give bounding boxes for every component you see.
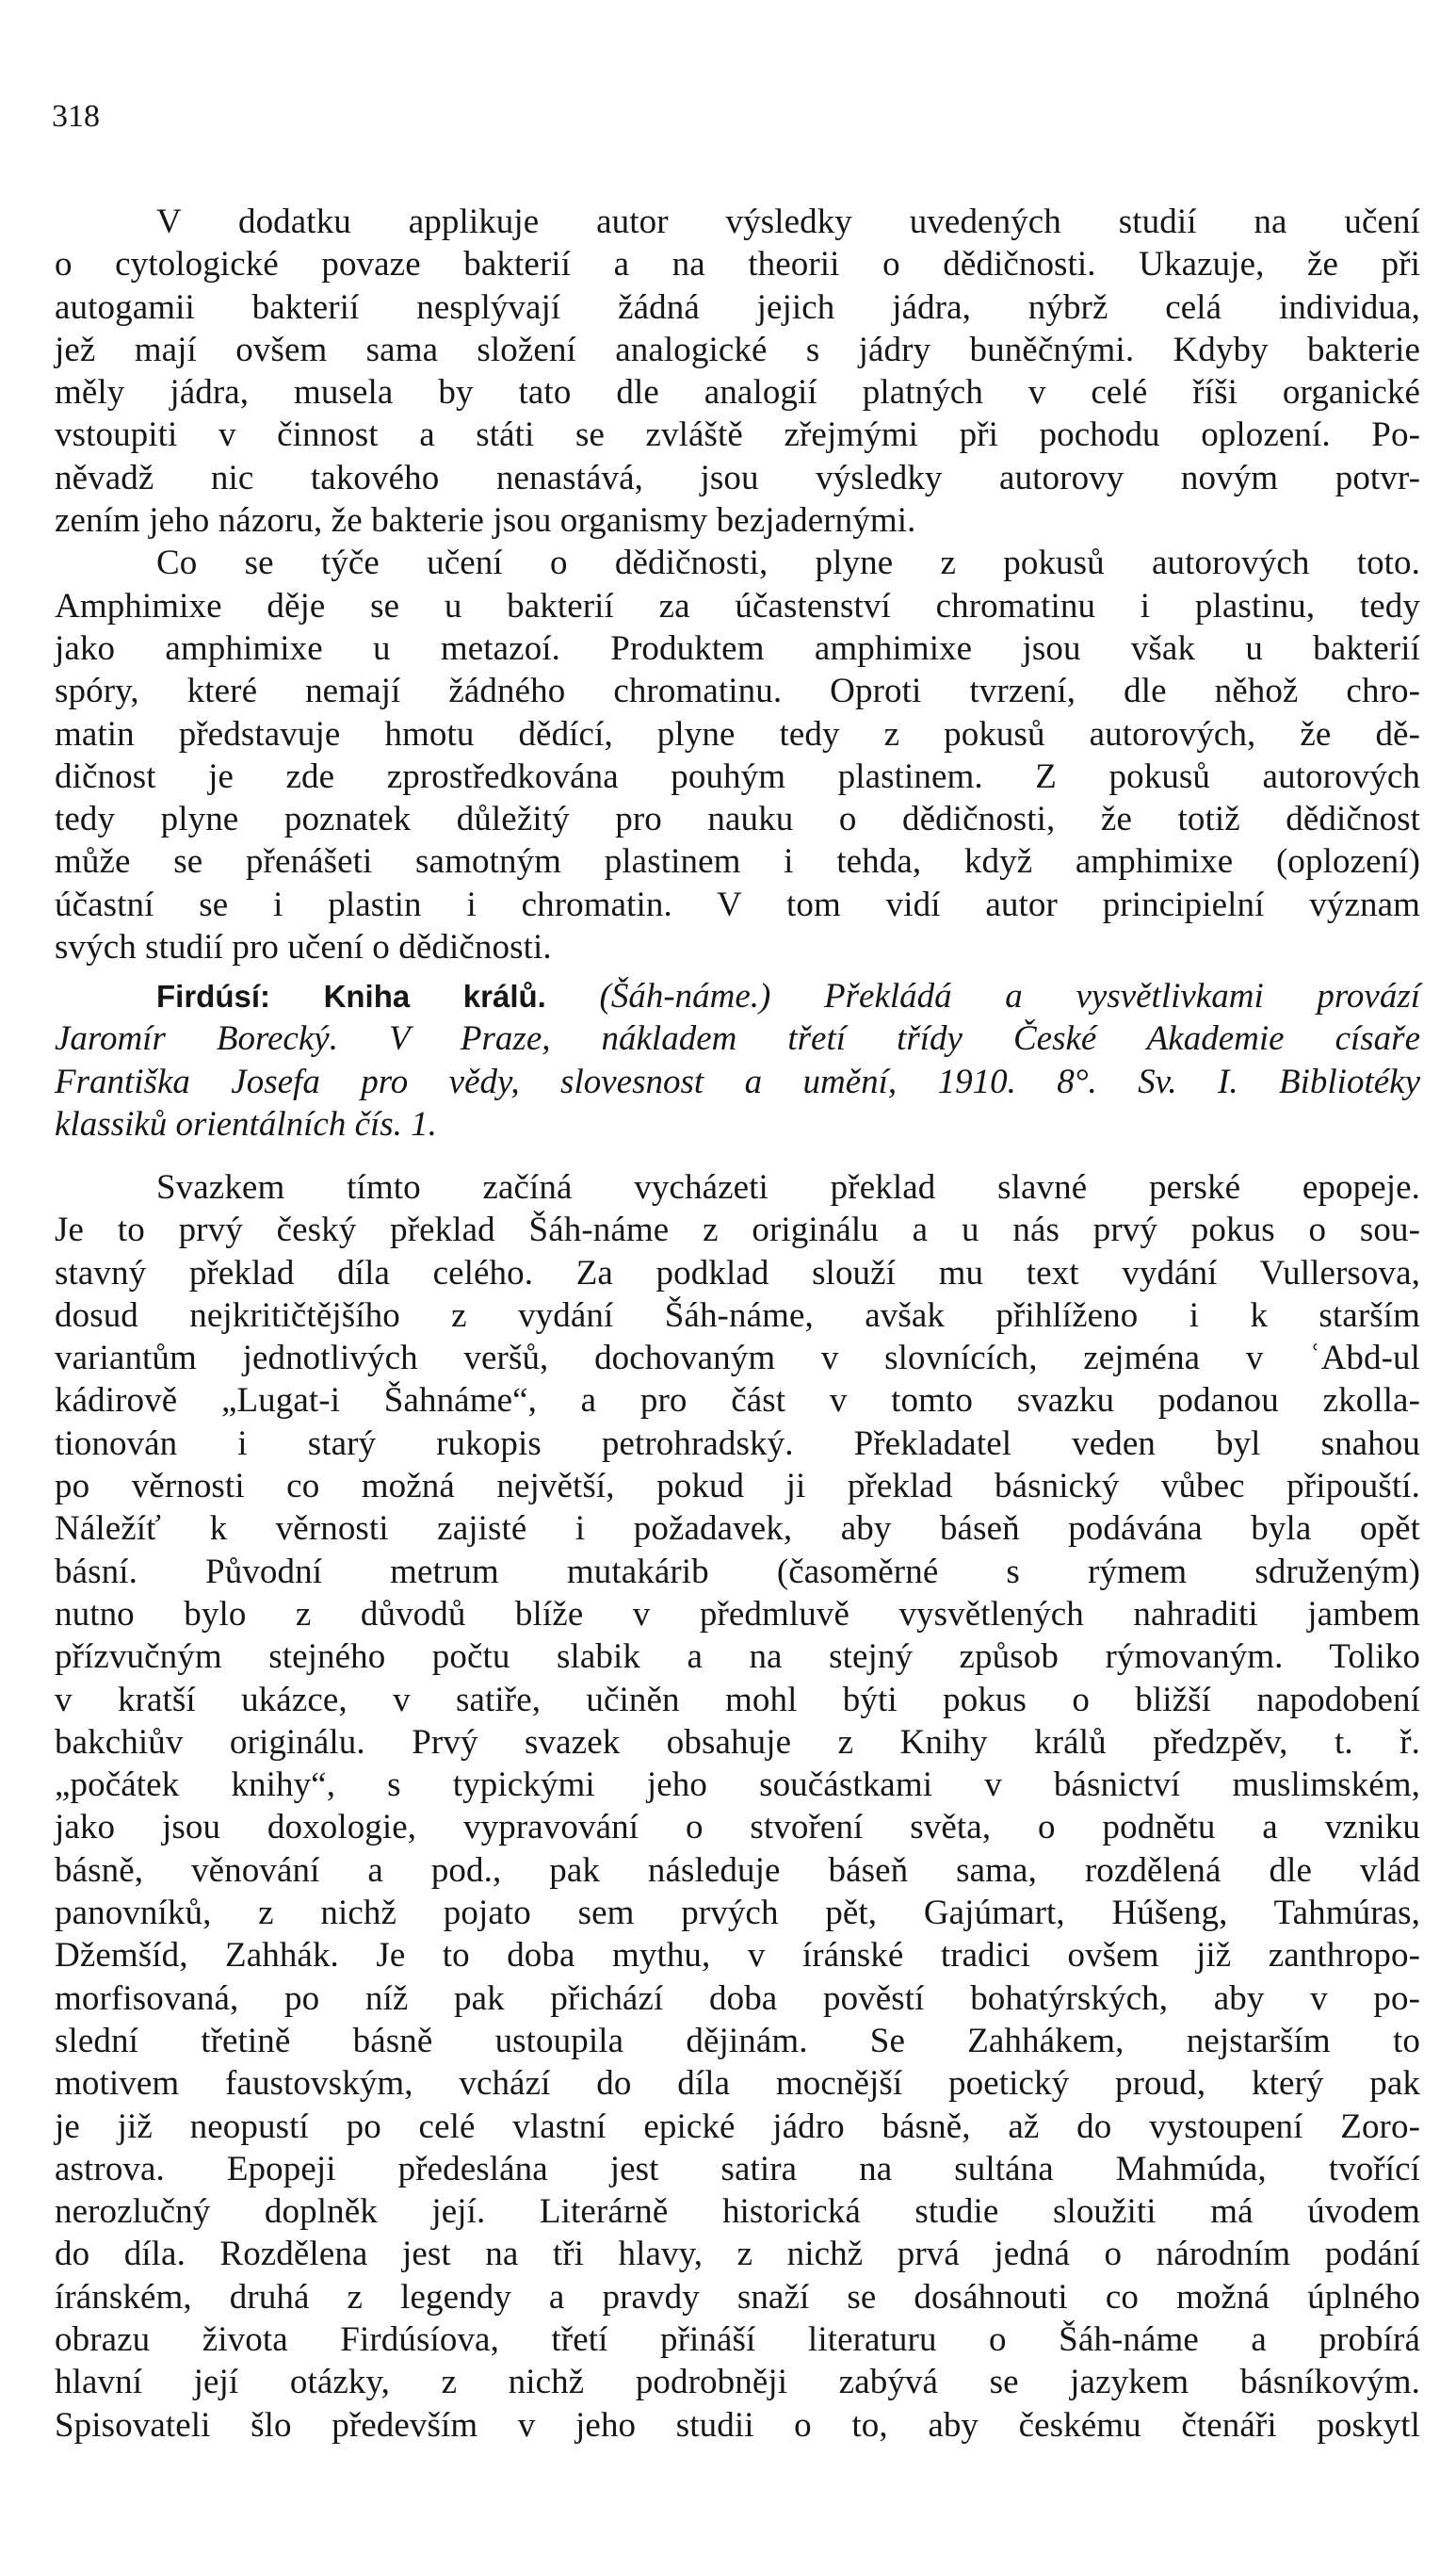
- text-line: po věrnosti co možná největší, pokud ji překlad básnický vůbec připouští.: [55, 1467, 1420, 1506]
- text-line: V dodatku applikuje autor výsledky uvedených studií na učení: [156, 203, 1420, 241]
- text-line: je již neopustí po celé vlastní epické jádro básně, až do vystoupení Zoro-: [55, 2106, 1420, 2146]
- text-line: morfisovaná, po níž pak přichází doba pověstí bohatýrských, aby v po-: [55, 1978, 1420, 2018]
- text-line: astrova. Epopeji předeslána jest satira na sultána Mahmúda, tvořící: [55, 2149, 1420, 2188]
- text-line: svých studií pro učení o dědičnosti.: [55, 928, 552, 968]
- body-text-top: [55, 201, 1420, 968]
- text-line: jež mají ovšem sama složení analogické s jádry buněčnými. Kdyby bakterie: [55, 330, 1420, 369]
- text-line: jako amphimixe u metazoí. Produktem amphimixe jsou však u bakterií: [55, 628, 1420, 668]
- text-line: v kratší ukázce, v satiře, učiněn mohl býti pokus o bližší napodobení: [55, 1680, 1420, 1719]
- text-line: hlavní její otázky, z nichž podrobněji zabývá se jazykem básníkovým.: [55, 2363, 1420, 2402]
- review-heading-text: (Šáh-náme.) Překládá a vysvětlivkami provází: [545, 977, 1420, 1016]
- text-line: variantům jednotlivých veršů, dochovaným v slovnících, zejména v ʿAbd-ul: [55, 1339, 1420, 1378]
- text-line: nutno bylo z důvodů blíže v předmluvě vysvětlených nahraditi jambem: [55, 1594, 1420, 1634]
- text-line: spóry, které nemají žádného chromatinu. Oproti tvrzení, dle něhož chro-: [55, 672, 1420, 711]
- text-line: Je to prvý český překlad Šáh-náme z originálu a u nás prvý pokus o sou-: [55, 1211, 1420, 1250]
- text-line: nerozlučný doplněk její. Literárně historická studie sloužiti má úvodem: [55, 2192, 1420, 2232]
- review-heading-line: [55, 975, 1420, 1017]
- text-line: Spisovateli šlo především v jeho studii o to, aby českému čtenáři poskytl: [55, 2405, 1420, 2445]
- text-line: Co se týče učení o dědičnosti, plyne z pokusů autorových toto.: [156, 544, 1420, 583]
- text-line: matin představuje hmotu dědící, plyne tedy z pokusů autorových, že dě-: [55, 714, 1420, 754]
- page-number: 318: [52, 99, 100, 134]
- text-line: přízvučným stejného počtu slabik a na stejný způsob rýmovaným. Toliko: [55, 1637, 1420, 1677]
- text-line: básní. Původní metrum mutakárib (časoměrné s rýmem sdruženým): [55, 1552, 1420, 1591]
- text-line: jako jsou doxologie, vypravování o stvoření světa, o podnětu a vzniku: [55, 1808, 1420, 1847]
- text-line: zením jeho názoru, že bakterie jsou organismy bezjadernými.: [55, 501, 916, 541]
- text-line: obrazu života Firdúsíova, třetí přináší literaturu o Šáh-náme a probírá: [55, 2320, 1420, 2360]
- review-heading: [55, 975, 1420, 1146]
- text-line: dosud nejkritičtějšího z vydání Šáh-náme, avšak přihlíženo i k starším: [55, 1295, 1420, 1335]
- text-line: něvadž nic takového nenastává, jsou výsledky autorovy novým potvr-: [55, 458, 1420, 497]
- text-line: Amphimixe děje se u bakterií za účastenství chromatinu i plastinu, tedy: [55, 586, 1420, 626]
- review-heading-line: Jaromír Borecký. V Praze, nákladem třetí třídy České Akademie císaře: [55, 1019, 1420, 1059]
- text-line: vstoupiti v činnost a státi se zvláště zřejmými při pochodu oplození. Po-: [55, 415, 1420, 455]
- review-heading-line: Františka Josefa pro vědy, slovesnost a umění, 1910. 8°. Sv. I. Bibliotéky: [55, 1062, 1420, 1101]
- text-line: Svazkem tímto začíná vycházeti překlad slavné perské epopeje.: [156, 1168, 1420, 1207]
- text-line: kádirově „Lugat-i Šahnáme“, a pro část v tomto svazku podanou zkolla-: [55, 1381, 1420, 1421]
- review-body: [55, 1166, 1420, 2447]
- text-line: autogamii bakterií nesplývají žádná jejich jádra, nýbrž celá individua,: [55, 287, 1420, 327]
- text-line: Náležíť k věrnosti zajisté i požadavek, aby báseň podávána byla opět: [55, 1509, 1420, 1549]
- review-book-author-title: Firdúsí: Kniha králů.: [156, 979, 546, 1014]
- text-line: dičnost je zde zprostředkována pouhým plastinem. Z pokusů autorových: [55, 756, 1420, 796]
- paragraph-cytology: [55, 201, 1420, 542]
- text-line: do díla. Rozdělena jest na tři hlavy, z nichž prvá jedná o národním podání: [55, 2235, 1420, 2274]
- text-line: tedy plyne poznatek důležitý pro nauku o dědičnosti, že totiž dědičnost: [55, 800, 1420, 839]
- text-line: panovníků, z nichž pojato sem prvých pět, Gajúmart, Húšeng, Tahmúras,: [55, 1894, 1420, 1933]
- text-line: básně, věnování a pod., pak následuje báseň sama, rozdělená dle vlád: [55, 1850, 1420, 1890]
- text-line: o cytologické povaze bakterií a na theorii o dědičnosti. Ukazuje, že při: [55, 245, 1420, 285]
- text-line: účastní se i plastin i chromatin. V tom vidí autor principielní význam: [55, 885, 1420, 924]
- text-line: stavný překlad díla celého. Za podklad slouží mu text vydání Vullersova,: [55, 1253, 1420, 1293]
- text-line: může se přenášeti samotným plastinem i tehda, když amphimixe (oplození): [55, 842, 1420, 882]
- text-line: bakchiův originálu. Prvý svazek obsahuje z Knihy králů předzpěv, t. ř.: [55, 1722, 1420, 1762]
- text-line: íránském, druhá z legendy a pravdy snaží se dosáhnouti co možná úplného: [55, 2277, 1420, 2317]
- text-line: měly jádra, musela by tato dle analogií platných v celé říši organické: [55, 373, 1420, 413]
- paragraph-heredity: [55, 542, 1420, 968]
- text-line: tionován i starý rukopis petrohradský. Překladatel veden byl snahou: [55, 1423, 1420, 1463]
- text-line: „počátek knihy“, s typickými jeho součástkami v básnictví muslimském,: [55, 1765, 1420, 1805]
- review-heading-line: klassiků orientálních čís. 1.: [55, 1104, 437, 1144]
- text-line: slední třetině básně ustoupila dějinám. Se Zahhákem, nejstarším to: [55, 2021, 1420, 2060]
- text-line: Džemšíd, Zahhák. Je to doba mythu, v íránské tradici ovšem již zanthropo-: [55, 1936, 1420, 1976]
- text-line: motivem faustovským, vchází do díla mocnější poetický proud, který pak: [55, 2064, 1420, 2104]
